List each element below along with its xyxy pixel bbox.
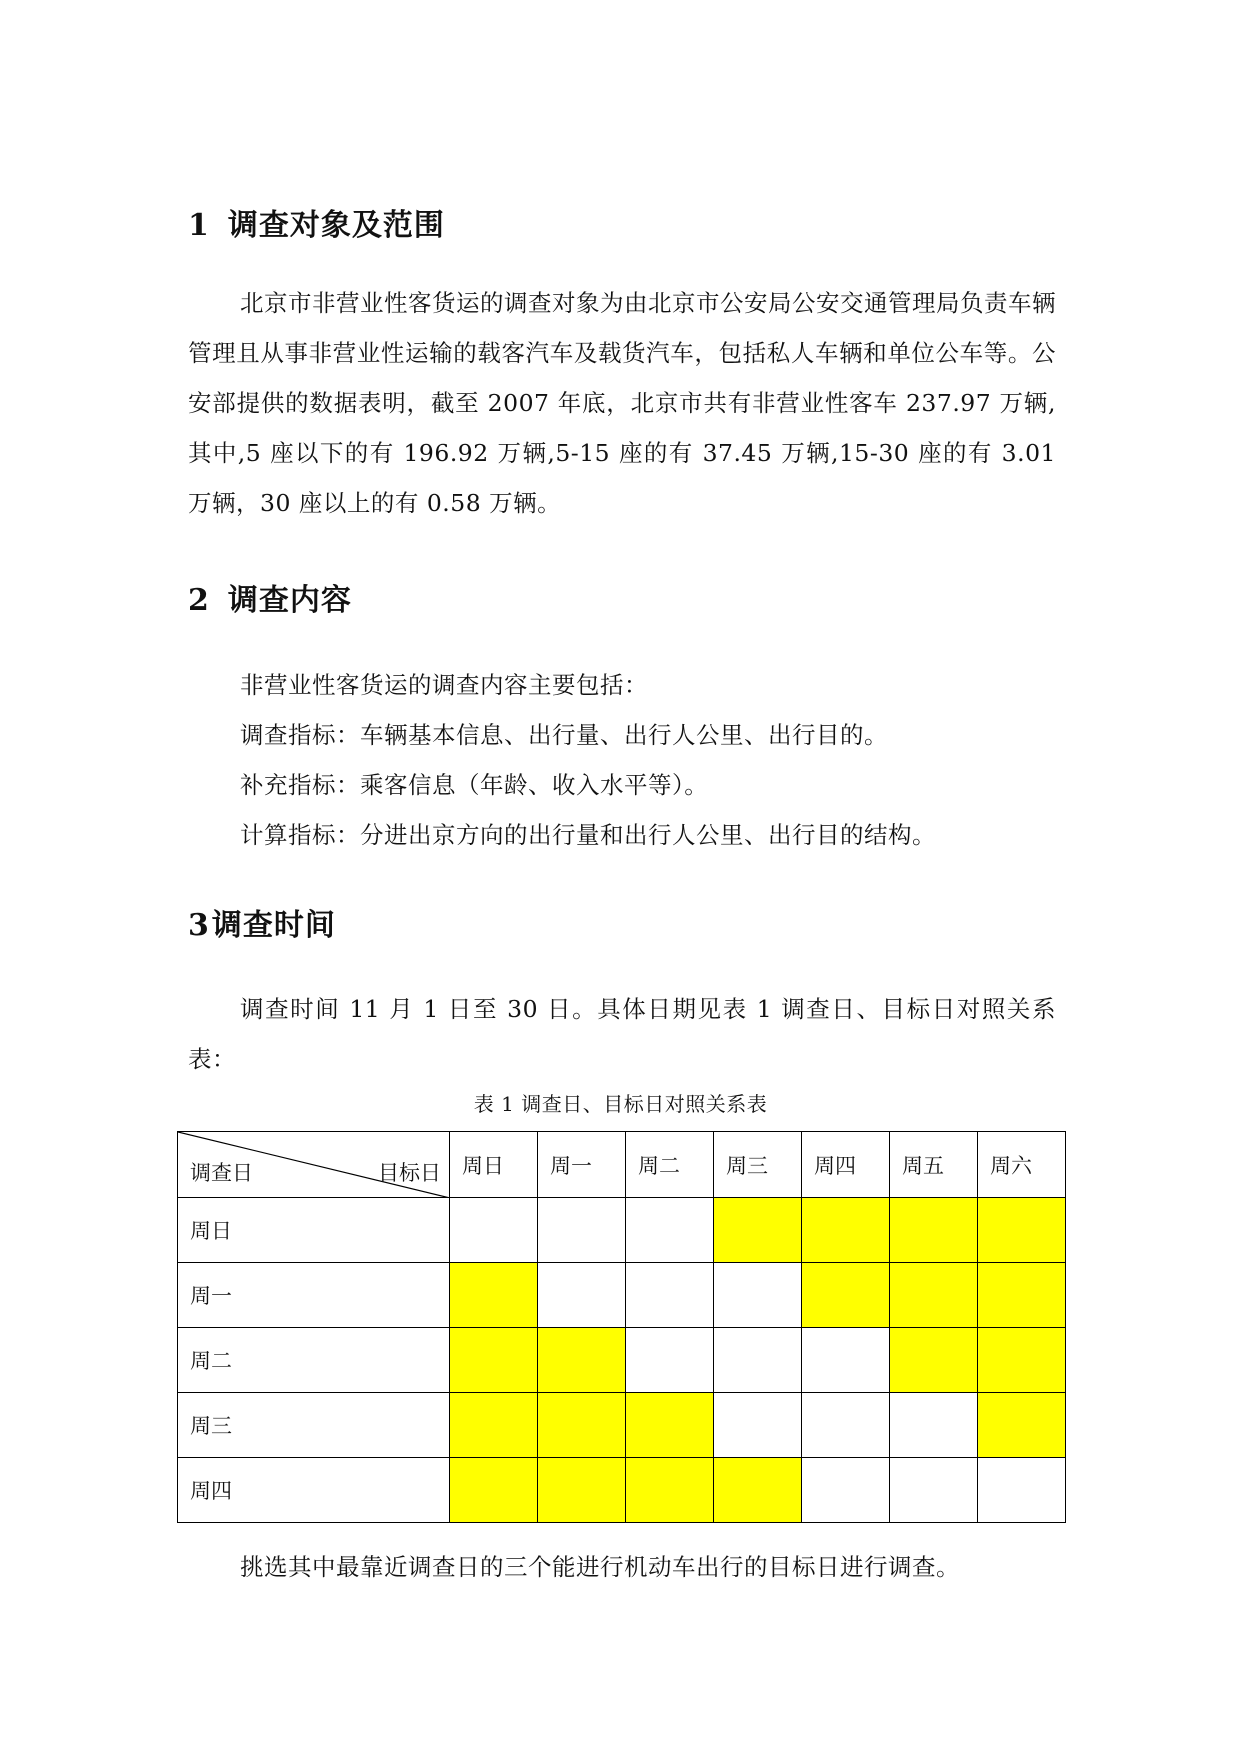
section-3-paragraph: 调查时间 11 月 1 日至 30 日。具体日期见表 1 调查日、目标日对照关系表： [188, 995, 1056, 1073]
section-2-intro: 非营业性客货运的调查内容主要包括： [240, 671, 648, 699]
highlighted-cell [890, 1263, 978, 1328]
highlighted-cell [714, 1198, 802, 1263]
section-3-title: 调查时间 [211, 908, 336, 943]
section-2-heading [188, 575, 352, 619]
highlighted-cell [890, 1328, 978, 1393]
section-2-item: 调查指标：车辆基本信息、出行量、出行人公里、出行目的。 [240, 721, 888, 749]
table-row [178, 1328, 1066, 1393]
column-header: 周一 [538, 1132, 626, 1198]
section-1-title: 调查对象及范围 [227, 208, 445, 243]
row-label: 周日 [178, 1198, 450, 1263]
column-header: 周二 [626, 1132, 714, 1198]
table-row [178, 1263, 1066, 1328]
table-cell [802, 1328, 890, 1393]
table-cell [538, 1263, 626, 1328]
table-cell [890, 1393, 978, 1458]
table-cell [626, 1328, 714, 1393]
table-row [178, 1458, 1066, 1523]
table-row [178, 1198, 1066, 1263]
highlighted-cell [714, 1458, 802, 1523]
column-header: 周六 [978, 1132, 1066, 1198]
section-2-item: 计算指标：分进出京方向的出行量和出行人公里、出行目的结构。 [240, 821, 936, 849]
highlighted-cell [538, 1393, 626, 1458]
highlighted-cell [450, 1393, 538, 1458]
highlighted-cell [626, 1393, 714, 1458]
highlighted-cell [978, 1198, 1066, 1263]
highlighted-cell [978, 1328, 1066, 1393]
table-header-row [178, 1132, 1066, 1198]
table-cell [538, 1198, 626, 1263]
section-2-item: 补充指标：乘客信息（年龄、收入水平等）。 [240, 771, 709, 799]
survey-target-day-table [177, 1131, 1066, 1523]
section-3-number: 3 [188, 908, 210, 943]
table-cell [626, 1263, 714, 1328]
highlighted-cell [626, 1458, 714, 1523]
section-2-title: 调查内容 [227, 583, 352, 618]
table-row [178, 1393, 1066, 1458]
table-caption: 表 1 调查日、目标日对照关系表 [473, 1092, 768, 1116]
corner-row-label: 调查日 [190, 1161, 253, 1185]
column-header: 周四 [802, 1132, 890, 1198]
table-cell [450, 1198, 538, 1263]
section-1-paragraph: 北京市非营业性客货运的调查对象为由北京市公安局公安交通管理局负责车辆管理且从事非营业性运输的载客汽车及载货汽车，包括私人车辆和单位公车等。公安部提供的数据表明，截至 2007 年底，北京市共有非营业性客车 237.97 万辆,其中,5 座以下的有 196.92 万辆,5-15 座的有 37.45 万辆,15-30 座的有 3.01 万辆，30 座以上的有 0.58 万辆。 [188, 289, 1056, 517]
highlighted-cell [890, 1198, 978, 1263]
section-3-heading [188, 900, 336, 944]
section-1-number: 1 [188, 208, 210, 243]
row-label: 周三 [178, 1393, 450, 1458]
table-cell [978, 1458, 1066, 1523]
table-cell [890, 1458, 978, 1523]
table-cell [714, 1328, 802, 1393]
highlighted-cell [450, 1458, 538, 1523]
highlighted-cell [978, 1393, 1066, 1458]
row-label: 周一 [178, 1263, 450, 1328]
section-3-closing: 挑选其中最靠近调查日的三个能进行机动车出行的目标日进行调查。 [240, 1553, 960, 1581]
table-corner-cell [178, 1132, 450, 1198]
highlighted-cell [802, 1198, 890, 1263]
table-cell [714, 1393, 802, 1458]
table-cell [802, 1458, 890, 1523]
column-header: 周日 [450, 1132, 538, 1198]
table-cell [802, 1393, 890, 1458]
column-header: 周三 [714, 1132, 802, 1198]
row-label: 周四 [178, 1458, 450, 1523]
table-cell [714, 1263, 802, 1328]
row-label: 周二 [178, 1328, 450, 1393]
highlighted-cell [978, 1263, 1066, 1328]
highlighted-cell [538, 1458, 626, 1523]
highlighted-cell [802, 1263, 890, 1328]
table-cell [626, 1198, 714, 1263]
highlighted-cell [538, 1328, 626, 1393]
highlighted-cell [450, 1328, 538, 1393]
section-1-heading [188, 200, 445, 244]
section-2-number: 2 [188, 583, 210, 618]
highlighted-cell [450, 1263, 538, 1328]
column-header: 周五 [890, 1132, 978, 1198]
corner-col-label: 目标日 [378, 1161, 441, 1185]
